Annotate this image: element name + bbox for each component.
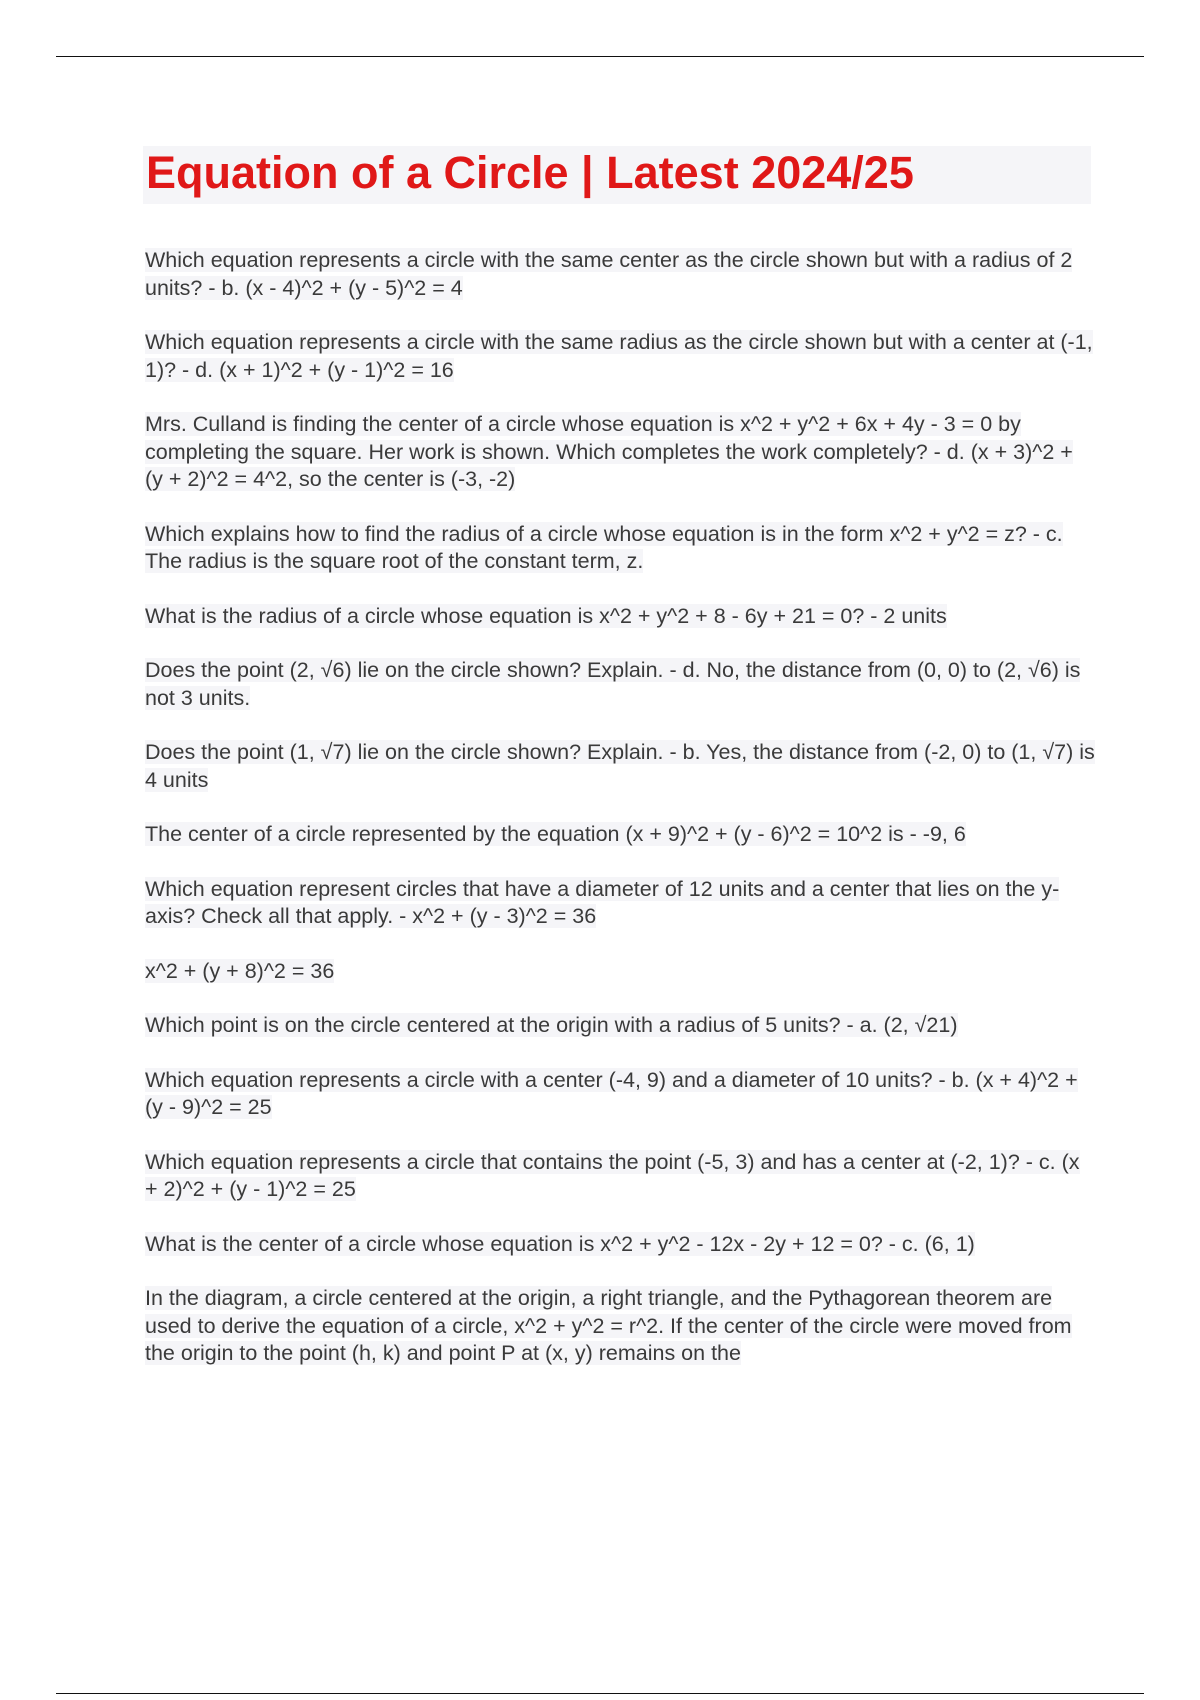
qa-list [145, 247, 1095, 1395]
qa-text: Which explains how to find the radius of a circle whose equation is in the form x^2 + y^2 = z? - c. The radius is the square root of the constant term, z. [145, 521, 1063, 573]
qa-item [145, 1231, 1095, 1259]
qa-text: Which point is on the circle centered at the origin with a radius of 5 units? - a. (2, √21) [145, 1013, 958, 1037]
qa-item [145, 1067, 1095, 1122]
footer-rule [56, 1693, 1144, 1694]
qa-item [145, 1012, 1095, 1040]
qa-text: x^2 + (y + 8)^2 = 36 [145, 958, 335, 983]
qa-item [145, 411, 1095, 494]
qa-item [145, 958, 1095, 986]
qa-text: Which equation represents a circle with the same radius as the circle shown but with a center at (-1, 1)? - d. (x + 1)^2 + (y - 1)^2 = 16 [145, 330, 1093, 382]
qa-item [145, 739, 1095, 794]
qa-item [145, 329, 1095, 384]
qa-item [145, 657, 1095, 712]
qa-item [145, 521, 1095, 576]
qa-item [145, 821, 1095, 849]
header-rule [56, 56, 1144, 57]
qa-text: Which equation represents a circle that contains the point (-5, 3) and has a center at (-2, 1)? - c. (x + 2)^2 + (y - 1)^2 = 25 [145, 1149, 1080, 1201]
qa-text: Does the point (2, √6) lie on the circle shown? Explain. - d. No, the distance from (0, 0) to (2, √6) is not 3 units. [145, 658, 1081, 710]
qa-item [145, 876, 1095, 931]
qa-item [145, 1149, 1095, 1204]
qa-text: What is the center of a circle whose equation is x^2 + y^2 - 12x - 2y + 12 = 0? - c. (6, 1) [145, 1231, 975, 1256]
qa-text: The center of a circle represented by the equation (x + 9)^2 + (y - 6)^2 = 10^2 is - -9, 6 [145, 822, 966, 846]
qa-text: Which equation represents a circle with the same center as the circle shown but with a radius of 2 units? - b. (x - 4)^2 + (y - 5)^2 = 4 [145, 248, 1073, 300]
qa-text: Which equation represents a circle with a center (-4, 9) and a diameter of 10 units? - b. (x + 4)^2 + (y - 9)^2 = 25 [145, 1067, 1078, 1119]
qa-item [145, 603, 1095, 631]
document-title: Equation of a Circle | Latest 2024/25 [146, 147, 914, 198]
qa-text: Which equation represent circles that have a diameter of 12 units and a center that lies on the y-axis? Check all that apply. - x^2 + (y - 3)^2 = 36 [145, 876, 1060, 928]
qa-text: Does the point (1, √7) lie on the circle shown? Explain. - b. Yes, the distance from (-2, 0) to (1, √7) is 4 units [145, 740, 1095, 792]
qa-text: Mrs. Culland is finding the center of a circle whose equation is x^2 + y^2 + 6x + 4y - 3 = 0 by completing the square. Her work is shown. Which completes the work completely? - d. (x + 3)^2 + (y + 2)^2 = 4^2, so the center is (-3, -2) [145, 412, 1073, 491]
qa-item [145, 1285, 1095, 1368]
qa-text: In the diagram, a circle centered at the origin, a right triangle, and the Pythagorean theorem are used to derive the equation of a circle, x^2 + y^2 = r^2. If the center of the circle were moved from the origin to the point (h, k) and point P at (x, y) remains on the [145, 1286, 1072, 1365]
qa-text: What is the radius of a circle whose equation is x^2 + y^2 + 8 - 6y + 21 = 0? - 2 units [145, 603, 947, 628]
qa-item [145, 247, 1095, 302]
